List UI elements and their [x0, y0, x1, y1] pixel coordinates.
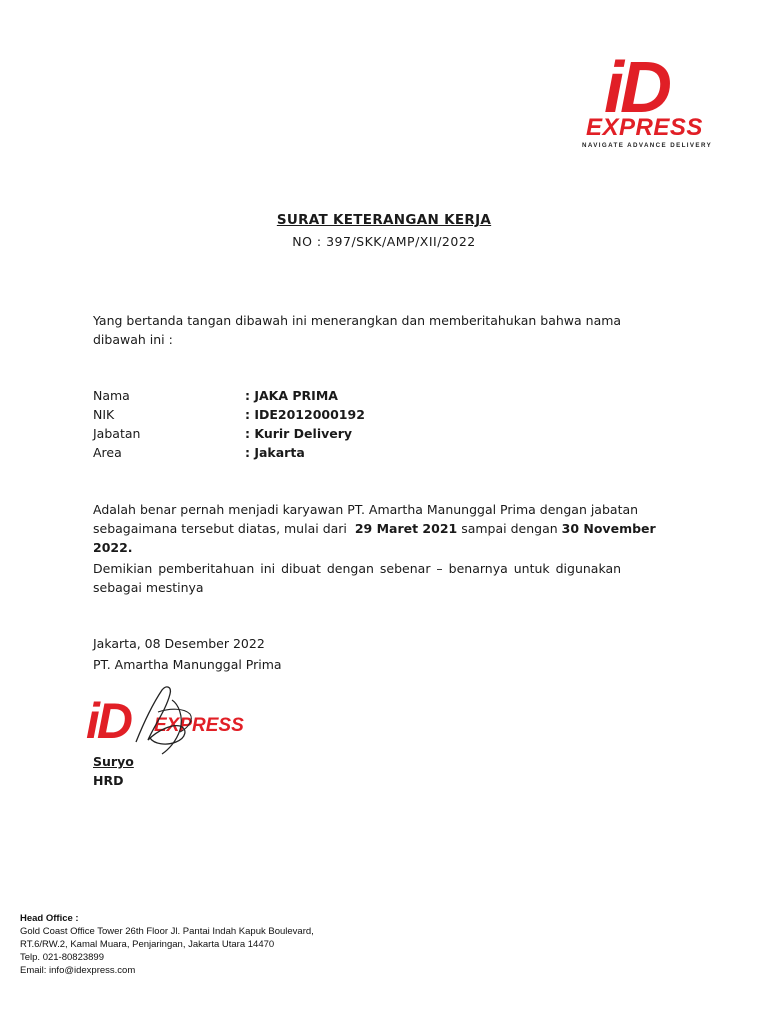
end-date: 30 November 2022.: [93, 521, 656, 555]
signature-stamp: [84, 690, 284, 760]
closing-line-1: Demikian pemberitahuan ini dibuat dengan sebenar – benarnya untuk digunakan: [93, 561, 622, 576]
footer-heading: Head Office :: [20, 913, 79, 924]
signer-name: Suryo: [93, 754, 134, 769]
place-date: Jakarta, 08 Desember 2022: [93, 636, 265, 651]
field-value: : IDE2012000192: [245, 407, 365, 422]
logo-id-text: iD: [604, 48, 668, 128]
employment-line-1: Adalah benar pernah menjadi karyawan PT. Amartha Manunggal Prima dengan jabatan: [93, 502, 639, 517]
letter-title: SURAT KETERANGAN KERJA: [276, 212, 492, 228]
employment-text-a: sebagaimana tersebut diatas, mulai dari: [93, 521, 355, 536]
footer-phone: Telp. 021-80823899: [20, 952, 104, 963]
logo-express-text: EXPRESS: [586, 114, 703, 141]
logo-tagline: NAVIGATE ADVANCE DELIVERY: [582, 142, 713, 149]
closing-line-2: sebagai mestinya: [93, 580, 204, 595]
signer-role: HRD: [93, 773, 124, 788]
stamp-logo-express: EXPRESS: [154, 715, 244, 736]
stamp-logo-id: iD: [86, 693, 130, 749]
start-date: 29 Maret 2021: [354, 521, 458, 536]
field-label: NIK: [93, 407, 115, 422]
handwritten-signature: [114, 682, 214, 757]
footer-address-2: RT.6/RW.2, Kamal Muara, Penjaringan, Jakarta Utara 14470: [20, 939, 275, 950]
company-name: PT. Amartha Manunggal Prima: [93, 657, 282, 672]
intro-line-1: Yang bertanda tangan dibawah ini menerangkan dan memberitahukan bahwa nama: [93, 313, 622, 328]
field-label: Jabatan: [93, 426, 141, 441]
footer-address-1: Gold Coast Office Tower 26th Floor Jl. Pantai Indah Kapuk Boulevard,: [20, 926, 314, 937]
field-row-nama: [93, 386, 338, 405]
employment-line-2: [93, 519, 693, 557]
head-office-footer: [20, 912, 314, 977]
field-value: : JAKA PRIMA: [245, 388, 338, 403]
field-row-area: [93, 443, 305, 462]
field-label: Nama: [93, 388, 130, 403]
field-value: : Kurir Delivery: [245, 426, 353, 441]
letter-number: NO : 397/SKK/AMP/XII/2022: [292, 234, 476, 249]
company-logo: [580, 48, 730, 152]
intro-paragraph: [93, 311, 693, 349]
field-label: Area: [93, 445, 122, 460]
field-value: : Jakarta: [245, 445, 305, 460]
footer-email: Email: info@idexpress.com: [20, 965, 136, 976]
intro-line-2: dibawah ini :: [93, 332, 173, 347]
field-row-jabatan: [93, 424, 352, 443]
closing-paragraph: [93, 559, 693, 597]
employment-paragraph: [93, 500, 693, 557]
employment-text-b: sampai dengan: [457, 521, 562, 536]
field-row-nik: [93, 405, 365, 424]
